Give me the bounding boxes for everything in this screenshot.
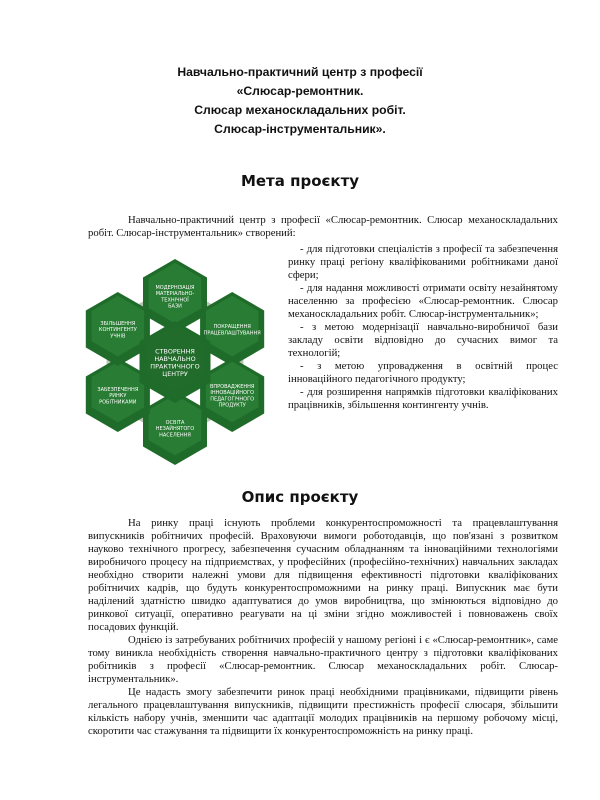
title-line-3: Слюсар механоскладальних робіт. xyxy=(194,103,406,117)
hex-lower-right-label: ВПРОВАДЖЕННЯ xyxy=(209,383,255,390)
hex-upper-left-label: КОНТИНГЕНТУ xyxy=(98,327,137,334)
hex-lower-left-label: РИНКУ xyxy=(109,393,127,400)
hex-center xyxy=(140,321,211,403)
hex-top-label: ТЕХНІЧНОЇ xyxy=(161,297,189,304)
description-body xyxy=(88,517,558,738)
hex-upper-right-label: ПОКРАЩЕННЯ xyxy=(213,324,251,331)
hex-bottom-label: ОСВІТА xyxy=(165,420,185,426)
goals-hexagon-diagram xyxy=(62,258,288,466)
description-paragraph: Однією із затребуваних робітничих професій у нашому регіоні і є «Слюсар-ремонтник», саме тому виникла необхідність створення навчально-практичного центру з підготовки кваліфікованих робітників з професії «Слюсар-ремонтник. Слюсар механоскладальних робіт. Слюсар-інструментальник». xyxy=(88,634,558,685)
hex-lower-right-label: ПРОДУКТУ xyxy=(218,402,246,409)
goal-item: - з метою упровадження в освітній процес інноваційного педагогічного продукту; xyxy=(288,360,558,385)
hex-top-label: МОДЕРНІЗАЦІЯ xyxy=(155,284,195,291)
hex-lower-right-label: ІННОВАЦІЙНОГО xyxy=(210,390,254,397)
description-paragraph: На ринку праці існують проблеми конкурентоспроможності та працевлаштування випускників робітничих професій. Враховуючи вимоги роботодавців, що пов'язані з розвитком науково технічного прогресу, забезпечення сучасним обладнанням та інноваційними технологіями виробничого процесу на підприємствах, у професійних (професійно-технічних) навчальних закладах необхідно створити належні умови для підвищення ефективності підготовки кваліфікованих робітничих кадрів, що будуть конкурентоспроможними на ринку праці. Випускник має бути наділений здатністю швидко адаптуватися до умов виробництва, що змінюються відповідно до ринкової ситуації, оперативно реагувати на ці зміни згідно можливостей і повноважень своїх посадових функцій. xyxy=(88,517,558,633)
goal-item: - для надання можливості отримати освіту незайнятому населенню за професією «Слюсар-ремонтник. Слюсар механоскладальних робіт. Слюсар-інструментальник»; xyxy=(288,282,558,320)
description-heading: Опис проєкту xyxy=(241,488,359,506)
hex-center-label: ЦЕНТРУ xyxy=(162,370,188,379)
hex-top-label: БАЗИ xyxy=(168,303,182,310)
goal-item: - для підготовки спеціалістів з професії та забезпечення ринку праці регіону кваліфікованими робітниками даної сфери; xyxy=(288,243,558,281)
hex-center-label: ПРАКТИЧНОГО xyxy=(150,362,200,371)
hex-lower-left-label: РОБІТНИКАМИ xyxy=(99,399,137,406)
hex-upper-left-label: УЧНІВ xyxy=(110,333,126,340)
hex-upper-left-label: ЗБІЛЬШЕННЯ xyxy=(100,321,136,327)
hex-center-label: НАВЧАЛЬНО xyxy=(154,354,196,363)
goals-list xyxy=(288,243,558,412)
hex-top-label: МАТЕРІАЛЬНО- xyxy=(155,291,195,298)
title-line-1: Навчально-практичний центр з професії xyxy=(177,65,423,79)
intro-paragraph: Навчально-практичний центр з професії «Слюсар-ремонтник. Слюсар механоскладальних робіт. Слюсар-інструментальник» створений: xyxy=(88,214,558,239)
goal-item: - для розширення напрямків підготовки кваліфікованих працівників, збільшення контингенту учнів. xyxy=(288,386,558,411)
goal-item: - з метою модернізації навчально-виробничої бази закладу освіти відповідно до сучасних вимог та технологій; xyxy=(288,321,558,359)
goal-heading: Мета проєкту xyxy=(240,172,360,190)
hex-lower-right-label: ПЕДАГОГІЧНОГО xyxy=(210,396,255,403)
title-line-2: «Слюсар-ремонтник. xyxy=(236,84,364,98)
document-title xyxy=(100,63,500,139)
hex-bottom-label: НАСЕЛЕННЯ xyxy=(159,432,191,439)
hex-center-label: СТВОРЕННЯ xyxy=(155,347,195,356)
hex-bottom-label: НЕЗАЙНЯТОГО xyxy=(155,426,195,433)
hex-upper-right-label: ПРАЦЕВЛАШТУВАННЯ xyxy=(203,330,261,337)
hexagon-diagram-svg xyxy=(62,258,288,466)
title-line-4: Слюсар-інструментальник». xyxy=(214,122,386,136)
description-paragraph: Це надасть змогу забезпечити ринок праці необхідними працівниками, підвищити рівень легального працевлаштування випускників, підвищити престижність професії слюсаря, збільшити кількість набору учнів, зменшити час адаптації молодих працівників на першому робочому місці, скоротити час стажування та підвищити їх конкурентоспроможність на ринку праці. xyxy=(88,686,558,737)
hex-lower-left-label: ЗАБЕЗПЕЧЕННЯ xyxy=(97,387,139,393)
